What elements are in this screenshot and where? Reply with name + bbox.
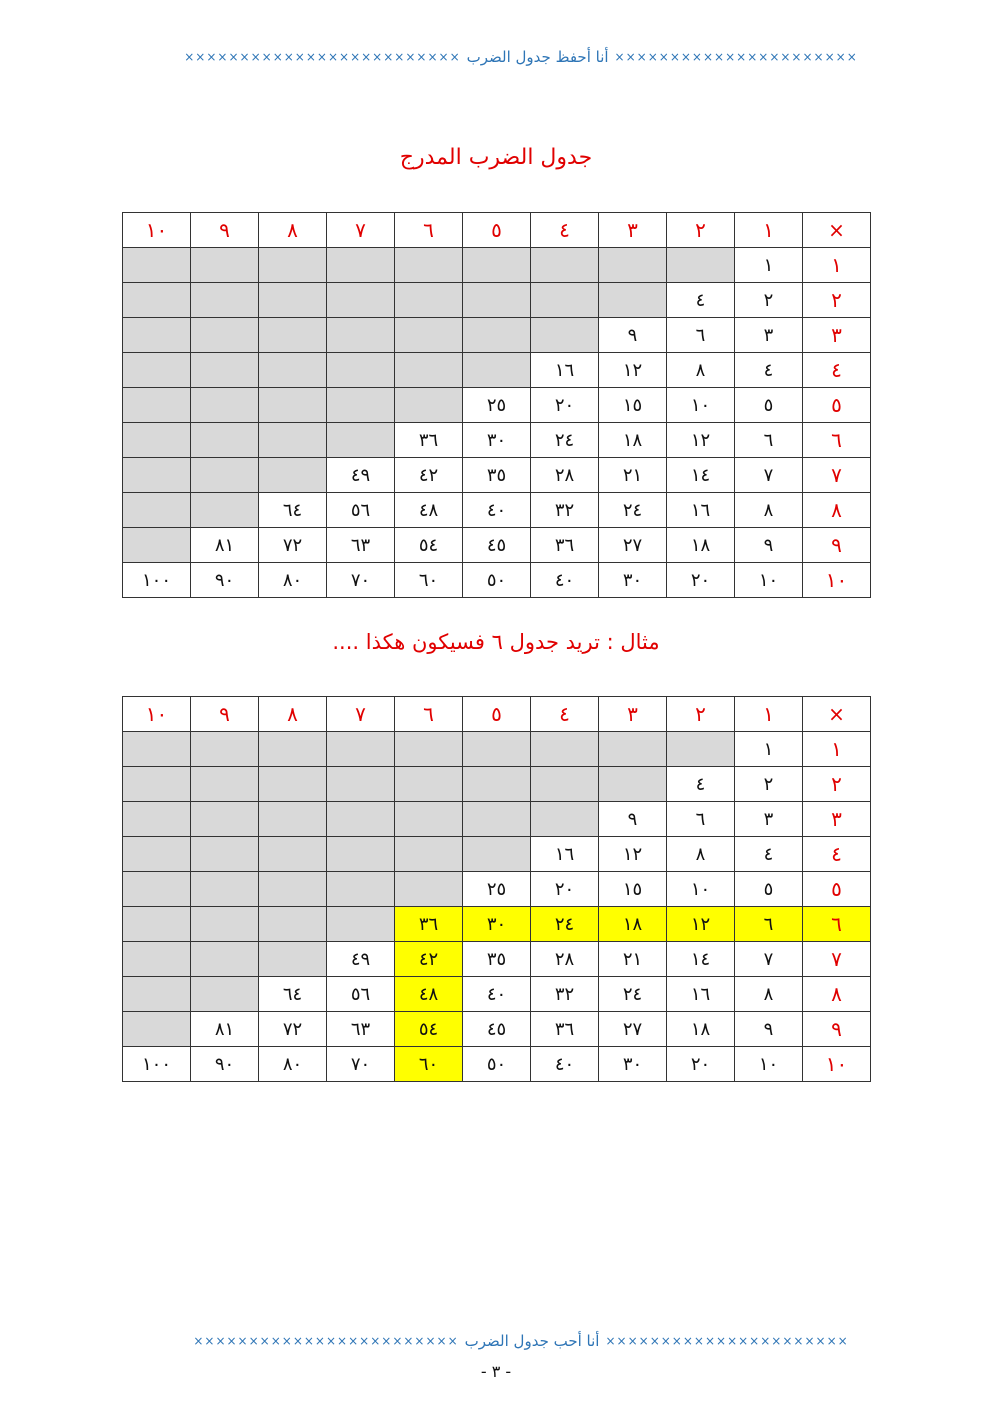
product-cell: ٤٨ (395, 493, 463, 528)
product-cell: ٣٢ (531, 977, 599, 1012)
product-cell: ٨ (735, 493, 803, 528)
product-cell: ٤ (735, 837, 803, 872)
product-cell: ٤ (667, 767, 735, 802)
blank-cell (395, 283, 463, 318)
product-cell: ٦ (667, 318, 735, 353)
page-number: - ٣ - (480, 1362, 512, 1381)
table-row (123, 528, 871, 563)
blank-cell (123, 353, 191, 388)
product-cell: ٦٤ (259, 493, 327, 528)
product-cell: ٦٤ (259, 977, 327, 1012)
product-cell: ٤٥ (463, 528, 531, 563)
column-header: ٣ (599, 213, 667, 248)
blank-cell (327, 837, 395, 872)
blank-cell (123, 802, 191, 837)
product-cell: ١٦ (667, 977, 735, 1012)
product-cell: ٤٢ (395, 942, 463, 977)
column-header: ٩ (191, 213, 259, 248)
column-header: ٣ (599, 697, 667, 732)
product-cell: ٥٠ (463, 563, 531, 598)
product-cell: ١٢ (667, 423, 735, 458)
column-header: ١٠ (123, 697, 191, 732)
blank-cell (259, 283, 327, 318)
column-header: ٥ (463, 697, 531, 732)
blank-cell (327, 872, 395, 907)
row-header: ٨ (803, 493, 871, 528)
column-header: ٤ (531, 697, 599, 732)
row-header: ٦ (803, 907, 871, 942)
product-cell: ٢١ (599, 942, 667, 977)
product-cell: ٦٣ (327, 1012, 395, 1047)
product-cell: ٨ (667, 837, 735, 872)
table-row (123, 977, 871, 1012)
product-cell: ٨ (667, 353, 735, 388)
blank-cell (259, 767, 327, 802)
blank-cell (327, 423, 395, 458)
column-header: ٩ (191, 697, 259, 732)
banner-crosses-right: ×××××××××××××××××××××× (614, 50, 858, 64)
column-header: ٢ (667, 213, 735, 248)
product-cell: ٥٦ (327, 977, 395, 1012)
product-cell: ٤ (667, 283, 735, 318)
blank-cell (327, 907, 395, 942)
table-row (123, 388, 871, 423)
product-cell: ٢ (735, 283, 803, 318)
multiply-symbol: × (803, 213, 871, 248)
product-cell: ٨٠ (259, 1047, 327, 1082)
product-cell: ٦٠ (395, 563, 463, 598)
product-cell: ١ (735, 732, 803, 767)
product-cell: ١٦ (531, 837, 599, 872)
product-cell: ٥٠ (463, 1047, 531, 1082)
blank-cell (123, 458, 191, 493)
blank-cell (191, 977, 259, 1012)
blank-cell (259, 458, 327, 493)
header-banner-text: أنا أحفظ جدول الضرب (466, 48, 609, 66)
product-cell: ٤ (735, 353, 803, 388)
product-cell: ٤٥ (463, 1012, 531, 1047)
product-cell: ٩٠ (191, 563, 259, 598)
product-cell: ٨ (735, 977, 803, 1012)
product-cell: ٢٠ (531, 872, 599, 907)
blank-cell (191, 388, 259, 423)
table-row (123, 872, 871, 907)
blank-cell (531, 248, 599, 283)
product-cell: ٩ (735, 528, 803, 563)
table-row (123, 423, 871, 458)
row-header: ١٠ (803, 563, 871, 598)
header-banner (118, 48, 924, 66)
table-row (123, 493, 871, 528)
product-cell: ٧٠ (327, 1047, 395, 1082)
product-cell: ١٦ (531, 353, 599, 388)
blank-cell (259, 388, 327, 423)
blank-cell (191, 942, 259, 977)
blank-cell (395, 248, 463, 283)
row-header: ٣ (803, 802, 871, 837)
blank-cell (463, 802, 531, 837)
product-cell: ٦ (735, 907, 803, 942)
blank-cell (259, 837, 327, 872)
row-header: ٥ (803, 872, 871, 907)
table-row (123, 248, 871, 283)
product-cell: ٨١ (191, 1012, 259, 1047)
blank-cell (191, 837, 259, 872)
blank-cell (327, 802, 395, 837)
row-header: ٧ (803, 458, 871, 493)
product-cell: ٧٢ (259, 1012, 327, 1047)
row-header: ٢ (803, 767, 871, 802)
table-row (123, 1047, 871, 1082)
blank-cell (395, 837, 463, 872)
product-cell: ٨١ (191, 528, 259, 563)
blank-cell (531, 802, 599, 837)
blank-cell (327, 248, 395, 283)
table-row (123, 283, 871, 318)
blank-cell (463, 318, 531, 353)
table-row (123, 837, 871, 872)
row-header: ٤ (803, 353, 871, 388)
column-header: ٦ (395, 697, 463, 732)
product-cell: ٣٠ (463, 423, 531, 458)
row-header: ٤ (803, 837, 871, 872)
product-cell: ١٠ (735, 1047, 803, 1082)
blank-cell (123, 493, 191, 528)
blank-cell (191, 353, 259, 388)
product-cell: ٤٢ (395, 458, 463, 493)
multiplication-table-highlighted (122, 696, 871, 1082)
blank-cell (463, 732, 531, 767)
product-cell: ٥٤ (395, 1012, 463, 1047)
table-row (123, 942, 871, 977)
column-header: ١ (735, 213, 803, 248)
product-cell: ١٠ (735, 563, 803, 598)
row-header: ٩ (803, 1012, 871, 1047)
column-header: ١٠ (123, 213, 191, 248)
blank-cell (327, 353, 395, 388)
product-cell: ١٠٠ (123, 1047, 191, 1082)
banner-crosses-right: ×××××××××××××××××××××× (605, 1334, 849, 1348)
row-header: ٣ (803, 318, 871, 353)
table-row (123, 563, 871, 598)
blank-cell (123, 872, 191, 907)
row-header: ٨ (803, 977, 871, 1012)
column-header: ٧ (327, 697, 395, 732)
blank-cell (531, 732, 599, 767)
column-header: ١ (735, 697, 803, 732)
banner-crosses-left: ××××××××××××××××××××××××× (184, 50, 461, 64)
blank-cell (191, 283, 259, 318)
product-cell: ١٠ (667, 388, 735, 423)
table-row (123, 907, 871, 942)
blank-cell (395, 388, 463, 423)
column-header: ٨ (259, 697, 327, 732)
blank-cell (123, 942, 191, 977)
row-header: ١٠ (803, 1047, 871, 1082)
product-cell: ١ (735, 248, 803, 283)
product-cell: ١٤ (667, 942, 735, 977)
blank-cell (191, 767, 259, 802)
product-cell: ٣ (735, 802, 803, 837)
blank-cell (395, 318, 463, 353)
row-header: ٦ (803, 423, 871, 458)
blank-cell (123, 732, 191, 767)
banner-crosses-left: ×××××××××××××××××××××××× (193, 1334, 459, 1348)
page-title: جدول الضرب المدرج (399, 145, 593, 170)
row-header: ١ (803, 732, 871, 767)
blank-cell (327, 767, 395, 802)
blank-cell (191, 248, 259, 283)
blank-cell (259, 907, 327, 942)
table-header-row (123, 697, 871, 732)
blank-cell (667, 732, 735, 767)
column-header: ٤ (531, 213, 599, 248)
blank-cell (191, 907, 259, 942)
product-cell: ١٦ (667, 493, 735, 528)
table-row (123, 318, 871, 353)
blank-cell (531, 767, 599, 802)
table-row (123, 732, 871, 767)
product-cell: ٢٥ (463, 388, 531, 423)
table-row (123, 1012, 871, 1047)
multiply-symbol: × (803, 697, 871, 732)
column-header: ٦ (395, 213, 463, 248)
blank-cell (259, 872, 327, 907)
product-cell: ٨٠ (259, 563, 327, 598)
product-cell: ١٤ (667, 458, 735, 493)
product-cell: ١٨ (599, 907, 667, 942)
product-cell: ٢٤ (599, 493, 667, 528)
column-header: ٨ (259, 213, 327, 248)
product-cell: ٩ (599, 802, 667, 837)
product-cell: ٤٩ (327, 458, 395, 493)
product-cell: ٤٩ (327, 942, 395, 977)
blank-cell (327, 732, 395, 767)
product-cell: ١٨ (599, 423, 667, 458)
blank-cell (123, 837, 191, 872)
blank-cell (463, 837, 531, 872)
blank-cell (395, 872, 463, 907)
product-cell: ١٥ (599, 388, 667, 423)
blank-cell (599, 732, 667, 767)
blank-cell (395, 353, 463, 388)
product-cell: ٢ (735, 767, 803, 802)
blank-cell (191, 423, 259, 458)
blank-cell (327, 318, 395, 353)
blank-cell (123, 1012, 191, 1047)
product-cell: ٦٠ (395, 1047, 463, 1082)
blank-cell (123, 248, 191, 283)
product-cell: ٢٧ (599, 528, 667, 563)
blank-cell (259, 423, 327, 458)
product-cell: ٣٦ (531, 528, 599, 563)
footer-banner-text: أنا أحب جدول الضرب (464, 1332, 600, 1350)
blank-cell (463, 767, 531, 802)
product-cell: ٤٠ (531, 563, 599, 598)
table-header-row (123, 213, 871, 248)
blank-cell (259, 942, 327, 977)
product-cell: ٧٢ (259, 528, 327, 563)
product-cell: ٣٦ (531, 1012, 599, 1047)
blank-cell (395, 732, 463, 767)
product-cell: ٥٦ (327, 493, 395, 528)
product-cell: ٣ (735, 318, 803, 353)
blank-cell (123, 977, 191, 1012)
blank-cell (259, 802, 327, 837)
product-cell: ٦٣ (327, 528, 395, 563)
blank-cell (259, 248, 327, 283)
table-row (123, 802, 871, 837)
blank-cell (599, 248, 667, 283)
product-cell: ٩٠ (191, 1047, 259, 1082)
product-cell: ٢٨ (531, 458, 599, 493)
product-cell: ٤٨ (395, 977, 463, 1012)
multiplication-table (122, 212, 871, 598)
product-cell: ٣٢ (531, 493, 599, 528)
product-cell: ١٥ (599, 872, 667, 907)
blank-cell (123, 907, 191, 942)
product-cell: ٩ (599, 318, 667, 353)
blank-cell (531, 318, 599, 353)
column-header: ٥ (463, 213, 531, 248)
product-cell: ٥ (735, 388, 803, 423)
product-cell: ٥٤ (395, 528, 463, 563)
product-cell: ٢٠ (667, 1047, 735, 1082)
blank-cell (191, 872, 259, 907)
product-cell: ٧٠ (327, 563, 395, 598)
product-cell: ١٨ (667, 528, 735, 563)
product-cell: ٢٥ (463, 872, 531, 907)
row-header: ٩ (803, 528, 871, 563)
blank-cell (123, 283, 191, 318)
example-caption: مثال : تريد جدول ٦ فسيكون هكذا .... (332, 630, 660, 654)
product-cell: ٣٥ (463, 942, 531, 977)
product-cell: ٢٤ (599, 977, 667, 1012)
blank-cell (259, 353, 327, 388)
product-cell: ٤٠ (463, 977, 531, 1012)
product-cell: ٣٦ (395, 423, 463, 458)
product-cell: ٣٠ (463, 907, 531, 942)
footer-banner (118, 1332, 924, 1350)
product-cell: ٣٠ (599, 1047, 667, 1082)
product-cell: ٢٧ (599, 1012, 667, 1047)
table-row (123, 458, 871, 493)
product-cell: ٢٠ (667, 563, 735, 598)
blank-cell (259, 732, 327, 767)
product-cell: ٤٠ (531, 1047, 599, 1082)
product-cell: ١٠٠ (123, 563, 191, 598)
product-cell: ٣٥ (463, 458, 531, 493)
blank-cell (599, 767, 667, 802)
product-cell: ٣٠ (599, 563, 667, 598)
blank-cell (463, 353, 531, 388)
row-header: ٧ (803, 942, 871, 977)
product-cell: ٢٨ (531, 942, 599, 977)
table-row (123, 767, 871, 802)
product-cell: ٤٠ (463, 493, 531, 528)
blank-cell (191, 493, 259, 528)
product-cell: ٣٦ (395, 907, 463, 942)
row-header: ٢ (803, 283, 871, 318)
product-cell: ٦ (667, 802, 735, 837)
blank-cell (123, 767, 191, 802)
table-row (123, 353, 871, 388)
blank-cell (327, 283, 395, 318)
blank-cell (531, 283, 599, 318)
blank-cell (327, 388, 395, 423)
blank-cell (667, 248, 735, 283)
product-cell: ١٠ (667, 872, 735, 907)
blank-cell (191, 732, 259, 767)
product-cell: ١٨ (667, 1012, 735, 1047)
row-header: ١ (803, 248, 871, 283)
blank-cell (123, 423, 191, 458)
product-cell: ٦ (735, 423, 803, 458)
product-cell: ١٢ (599, 837, 667, 872)
product-cell: ٢٤ (531, 907, 599, 942)
blank-cell (123, 318, 191, 353)
blank-cell (395, 767, 463, 802)
product-cell: ٢٤ (531, 423, 599, 458)
product-cell: ٥ (735, 872, 803, 907)
blank-cell (191, 458, 259, 493)
product-cell: ١٢ (599, 353, 667, 388)
blank-cell (259, 318, 327, 353)
blank-cell (191, 318, 259, 353)
blank-cell (599, 283, 667, 318)
product-cell: ٧ (735, 942, 803, 977)
row-header: ٥ (803, 388, 871, 423)
blank-cell (395, 802, 463, 837)
column-header: ٢ (667, 697, 735, 732)
blank-cell (123, 388, 191, 423)
product-cell: ٢٠ (531, 388, 599, 423)
blank-cell (463, 283, 531, 318)
product-cell: ١٢ (667, 907, 735, 942)
column-header: ٧ (327, 213, 395, 248)
product-cell: ٧ (735, 458, 803, 493)
blank-cell (123, 528, 191, 563)
product-cell: ٩ (735, 1012, 803, 1047)
product-cell: ٢١ (599, 458, 667, 493)
blank-cell (191, 802, 259, 837)
blank-cell (463, 248, 531, 283)
